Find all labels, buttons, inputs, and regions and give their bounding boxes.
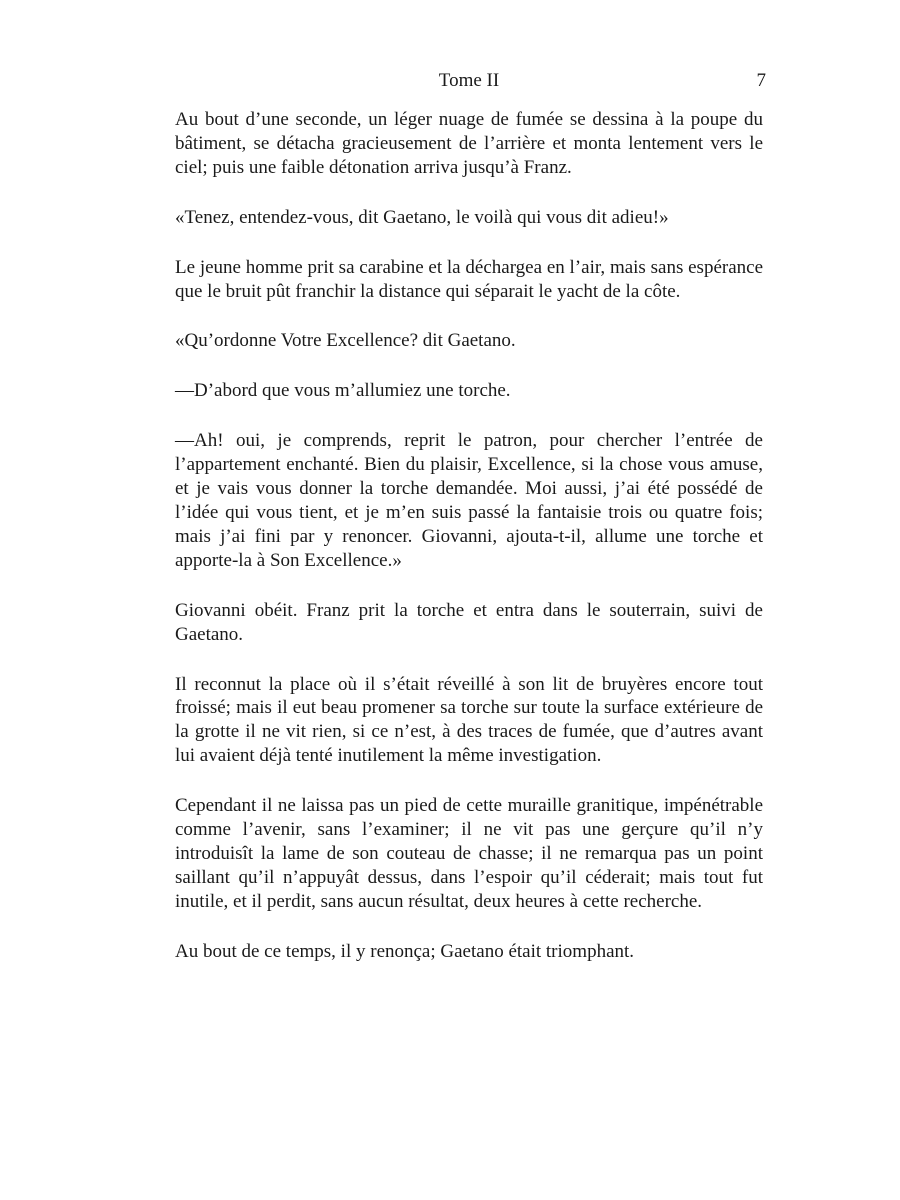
page-header	[175, 70, 766, 96]
paragraph: Au bout de ce temps, il y renonça; Gaetano était triomphant.	[175, 940, 635, 962]
paragraph: «Tenez, entendez-vous, dit Gaetano, le voilà qui vous dit adieu!»	[175, 206, 669, 228]
paragraph: —D’abord que vous m’allumiez une torche.	[175, 380, 511, 402]
paragraph: Giovanni obéit. Franz prit la torche et entra dans le souterrain, suivi de Gaetano.	[175, 599, 763, 645]
paragraph: Au bout d’une seconde, un léger nuage de fumée se dessina à la poupe du bâtiment, se détacha gracieusement de l’arrière et monta lentement vers le ciel; puis une faible détonation arriva jusqu’à Franz.	[175, 109, 763, 178]
paragraph: Il reconnut la place où il s’était réveillé à son lit de bruyères encore tout froissé; mais il eut beau promener sa torche sur toute la surface extérieure de la grotte il ne vit rien, si ce n’est, à des traces de fumée, que d’autres avant lui avaient déjà tenté inutilement la même investigation.	[175, 673, 763, 767]
paragraph: —Ah! oui, je comprends, reprit le patron, pour chercher l’entrée de l’appartement enchanté. Bien du plaisir, Excellence, si la chose vous amuse, et je vais vous donner la torche demandée. Moi aussi, j’ai été possédé de l’idée qui vous tient, et je m’en suis passé la fantaisie trois ou quatre fois; mais j’ai fini par y renoncer. Giovanni, ajouta-t-il, allume une torche et apporte-la à Son Excellence.»	[175, 430, 763, 571]
paragraph: «Qu’ordonne Votre Excellence? dit Gaetano.	[175, 330, 516, 352]
paragraph: Le jeune homme prit sa carabine et la déchargea en l’air, mais sans espérance que le bruit pût franchir la distance qui séparait le yacht de la côte.	[175, 256, 763, 302]
paragraph: Cependant il ne laissa pas un pied de cette muraille granitique, impénétrable comme l’avenir, sans l’examiner; il ne vit pas une gerçure qu’il n’y introduisît la lame de son couteau de chasse; il ne remarqua pas un point saillant qu’il n’appuyât dessus, dans l’espoir qu’il céderait; mais tout fut inutile, et il perdit, sans aucun résultat, deux heures à cette recherche.	[175, 795, 763, 912]
page-number: 7	[756, 70, 766, 91]
running-title: Tome II	[438, 70, 500, 91]
page-body	[175, 108, 763, 990]
